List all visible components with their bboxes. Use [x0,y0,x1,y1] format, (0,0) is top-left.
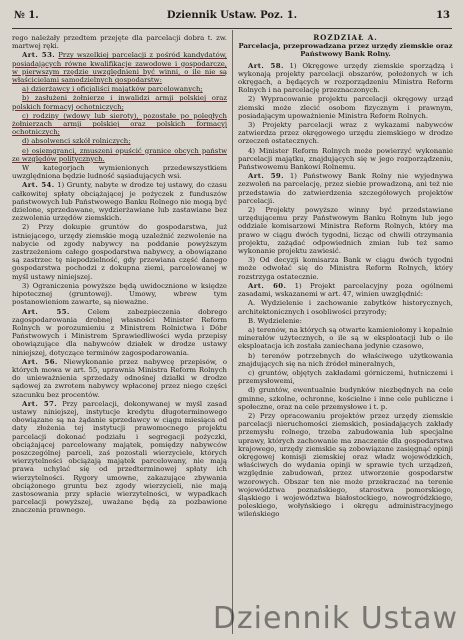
article-53-closing: W kategorjach wymienionych przedewszystkiem uwzględniona będzie ludność sąsiadujących wsi. [12,164,227,181]
article-59-para-2: 2) Projekty powyższe winny być przedstawiane urzędującemu przy Państwowym Banku Rolnym lub jego oddziale komisarzowi Ministra Reform Rolnych, który ma prawo w ciągu dwóch tygodni, licząc od chwili otrzymania projektu, zażądać odpowiednich zmian lub też samo wykonanie projektu zawiesić. [238,206,453,256]
column-divider [232,30,233,634]
journal-title: Dziennik Ustaw. Poz. 1. [166,10,298,21]
article-60-item-b: b) terenów potrzebnych do właściwego użytkowania znajdujących się na nich źródeł mineralnych, [238,351,453,368]
issue-number: № 1. [14,10,39,21]
article-60-para-2: 2) Przy opracowaniu projektów przez urzędy ziemskie parcelacji nieruchomości ziemskich, posiadających zakłady przemysłu rolnego, trzeba zabudowania lub specjalne uprawy, których zachowanie ma znaczenie dla gospodarstwa krajowego, urzędy ziemskie są zobowiązane zasięgnąć opinji okręgowej komisji ziemskiej oraz władz wojewódzkich, właściwych do wydania opinji w sprawie tych urządzeń, względnie zabudowań, przez utworzenie gospodarstw wzorowych. Obszar ten nie może przekraczać na terenie województwa poznańskiego, starostwa pomorskiego, śląskiego i województwa białostockiego, nowogródzkiego, poleskiego, wołyńskiego i okręgu administracyjnego wileńskiego [238,411,453,519]
article-label: Art. 58. [248,61,284,70]
article-label: Art. 53. [22,51,56,60]
article-53-item-e: e) osiemgranci, zmuszeni opuścić granice obcych państw ze względów politycznych. [12,146,227,163]
header-rule [12,28,452,29]
article-label: Art. 59. [248,172,284,181]
article-60-section-a: A. Wydzielenie i zachowanie zabytków historycznych, architektonicznych i osobliwości przyrody; [238,299,453,316]
article-text: Przy wszelkiej parcelacji z pośród kandydatów, posiadających równe kwalifikacje zawodowe i gospodarcze, w pierwszym rzędzie uwzględnieni być winni, o ile nie są właścicielami samodzielnych gospodarstw: [12,51,227,85]
page-number: 13 [436,10,450,21]
article-57: Art. 57. Przy parcelacji, dokonywanej w myśl zasad ustawy niniejszej, instytucje kredytu długoterminowego obowiązane są na żądanie sprzedawcy w ciągu miesiąca od daty złożenia tej instytucji prawomocnego projektu parcelacji dokonać podziału i segregacji pożyczki, obciążającej parcelowany majątek, pomiędzy nabywców poszczególnej parceli, zaś pozostali wierzyciele, których wierzytelności obciążają majątek parcelowany, nie mają prawa uchylać się od przedterminowej spłaty ich wierzytelności. Rygory umowne, zakazujące zbywania obciążonego gruntu bez zgody wierzycieli, nie mają zastosowania przy spłacie wierzytelności, w wypadkach parcelacji powyższej, uważane będą za pozbawione znaczenia prawnego. [12,399,227,515]
watermark: Dziennik Ustaw [212,601,458,636]
article-54-para-2: 2) Przy dokupie gruntów do gospodarstwa, już istniejącego, urzędy ziemskie mogą uzależnić zezwolenie na nabycie od zgody nabywcy na poddanie powyższym zastrzeżeniom całego gospodarstwa nabywcy, a obowiązane są zastrzec tę niepodzielność, gdy przewiana część danego gospodarstwa pochodzi z dokupna ziemi, parcelowanej w myśl ustawy niniejszej. [12,223,227,281]
intro-paragraph: rego należały przedtem przejęte dla parcelacji dobra t. zw. martwej ręki. [12,34,227,51]
article-59: Art. 59. 1) Państwowy Bank Rolny nie wyjednywa zezwoleń na parcelację, przez siebie prowadzoną, ani też nie przedstawia do zatwierdzenia szczegółowych projektów parcelacji. [238,172,453,205]
article-59-para-3: 3) Od decyzji komisarza Bank w ciągu dwóch tygodni może odwołać się do Ministra Reform Rolnych, który rozstrzyga ostatecznie. [238,256,453,281]
article-60: Art. 60. 1) Projekt parcelacyjny poza ogólnemi zasadami, wskazanemi w art. 47, winien uwzględnić: [238,281,453,299]
article-58-para-2: 2) Wypracowanie projektu parcelacji okręgowy urząd ziemski może zlecić osobom fizycznym i prawnym, posiadającym upoważnienie Ministra Reform Rolnych. [238,95,453,120]
article-58-para-3: 3) Projekty parcelacji wraz z wykazami nabywców zatwierdza przez okręgowego urzędu ziemskiego w drodze orzeczeń ostatecznych. [238,121,453,146]
article-53 [12,51,227,84]
article-label: Art. 55. [22,307,70,316]
article-54-para-3: 3) Ograniczenia powyższe będą uwidocznione w księdze hipotecznej (gruntowej). Umowy, wbrew tym postanowieniom zawarte, są nieważne. [12,281,227,307]
article-60-item-d: d) gruntów, ewentualnie budynków niezbędnych na cele gminne, szkolne, ochronne, kościelne i inne cele publiczne i społeczne, oraz na cele przemysłowe i t. p. [238,386,453,411]
article-label: Art. 57. [22,399,58,408]
article-60-item-c: c) gruntów, objętych zakładami górniczemi, hutniczemi i przemysłowemi, [238,368,453,386]
section-title: ROZDZIAŁ A. [313,34,378,42]
article-58-para-4: 4) Minister Reform Rolnych może powierzyć wykonanie parcelacji majątku, znajdujących się w jego rozporządzeniu, Państwowemu Bankowi Rolnemu. [238,146,453,172]
article-56: Art. 56. Niewykonanie przez nabywcę przepisów, o których mowa w art. 55, uprawnia Ministra Reform Rolnych do unieważnienia sprzedaży odnośnej działki w drodze sądowej za zwrotem nabywcy wpłaconej przez niego części szacunku bez procentów. [12,357,227,399]
page-header [14,10,450,26]
article-label: Art. 56. [22,357,58,366]
article-55: Art. 55. Celem zabezpieczenia dobrego zagospodarowania drobnej własności Minister Reform Rolnych w porozumieniu z Ministrem Rolnictwa i Dóbr Państwowych i Ministrem Sprawiedliwości wyda przepisy obowiązujące dla nabywców działek w drodze ustawy niniejszej, dotyczące terminów zagospodarowania. [12,307,227,357]
article-53-item-a: a) dzierżawcy i oficjaliści majątków parcelowanych; [22,85,203,94]
section-subtitle: Parcelacja, przeprowadzana przez urzędy ziemskie oraz Państwowy Bank Rolny. [238,42,453,59]
article-60-section-b: B. Wydzielenie: [248,316,302,325]
article-58: Art. 58. 1) Okręgowe urzędy ziemskie sporządzą i wykonają projekty parcelacji obszarów, położonych w ich okręgach, a będących w rozporządzeniu Ministra Reform Rolnych i na parcelację przeznaczonych. [238,61,453,95]
right-column [238,34,453,632]
article-53-item-d: d) absolwenci szkół rolniczych; [22,137,131,146]
article-label: Art. 60. [248,281,287,290]
article-54: Art. 54. 1) Grunty, nabyte w drodze tej ustawy, do czasu całkowitej spłaty obciążającej je pożyczek z funduszów państwowych lub Państwowego Banku Rolnego nie mogą być dzielone, sprzedawane, wydzierżawiane lub zastawiane bez zezwolenia urzędów ziemskich. [12,181,227,223]
article-label: Art. 54. [22,181,55,190]
left-column [12,34,227,632]
article-60-item-a: a) terenów, na których są otwarte kamieniołomy i kopalnie minerałów użytecznych, o ile są w eksploatacji lub o ile eksploatacja ich została zaniechana jedynie czasowo, [238,325,453,351]
article-53-item-b: b) zasłużeni żołnierze i inwalidzi armji polskiej oraz polskich formacyj ochotniczych; [12,94,227,111]
article-53-item-c: c) rodziny (wdowy lub sieroty), pozostałe po poległych żołnierzach armji polskiej oraz polskich formacyj ochotniczych; [12,111,227,137]
